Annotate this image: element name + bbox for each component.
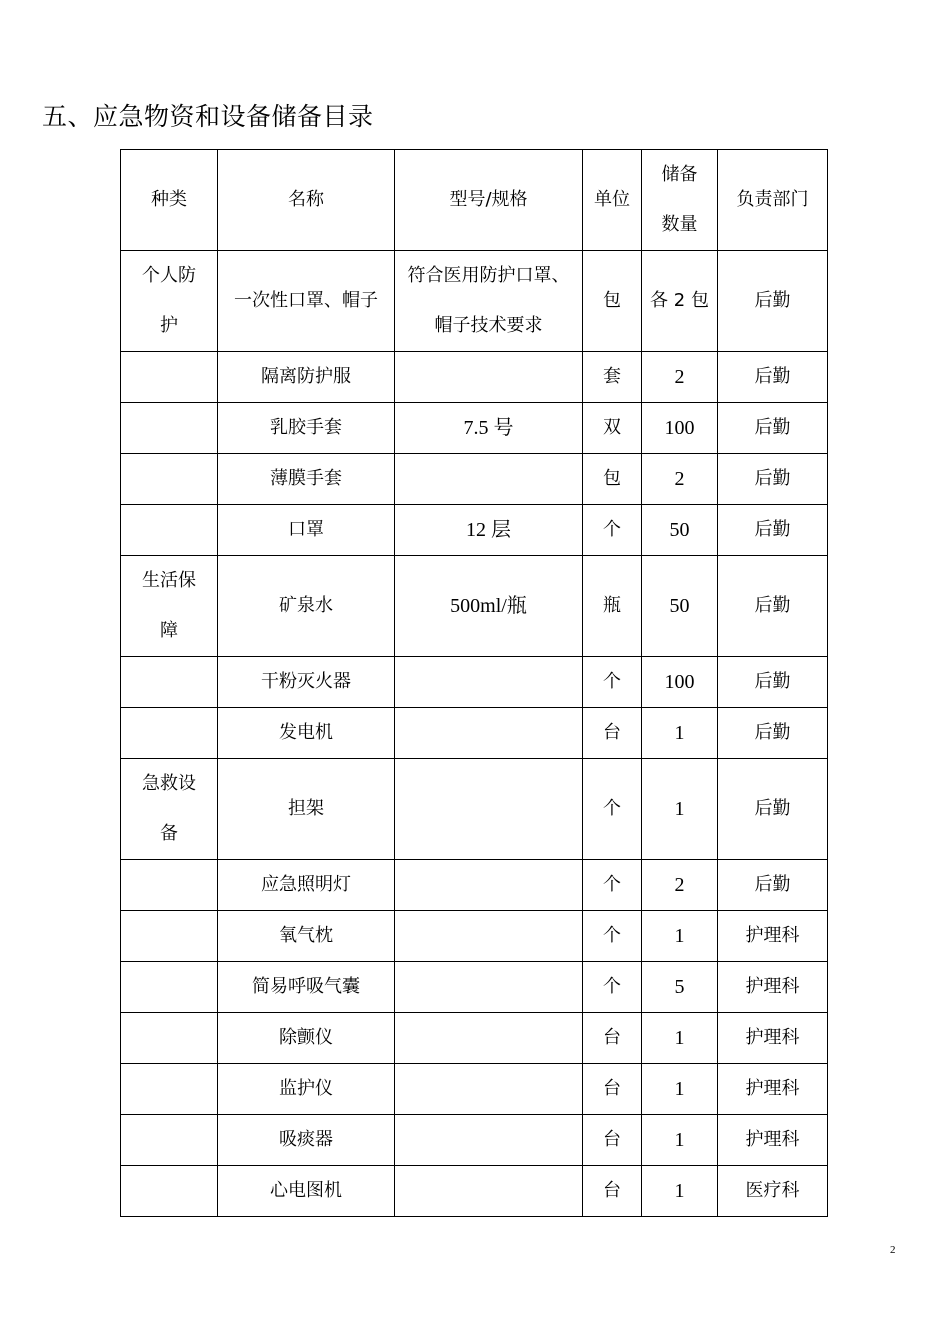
cell-category xyxy=(121,403,218,454)
cell-unit: 包 xyxy=(583,251,642,352)
cell-unit: 台 xyxy=(583,1115,642,1166)
cell-name: 口罩 xyxy=(218,505,395,556)
cell-department: 后勤 xyxy=(718,505,828,556)
cell-category xyxy=(121,911,218,962)
cell-unit: 个 xyxy=(583,860,642,911)
cell-quantity: 100 xyxy=(642,403,718,454)
cell-category xyxy=(121,556,218,657)
cell-name: 应急照明灯 xyxy=(218,860,395,911)
cell-quantity: 1 xyxy=(642,911,718,962)
cell-quantity: 50 xyxy=(642,505,718,556)
reserve-table xyxy=(120,149,828,1217)
cell-category xyxy=(121,1013,218,1064)
cell-department: 护理科 xyxy=(718,1115,828,1166)
table-header-row xyxy=(121,150,828,251)
cell-unit: 套 xyxy=(583,352,642,403)
header-quantity-line2: 数量 xyxy=(661,214,698,235)
cell-spec: 7.5 号 xyxy=(395,403,583,454)
table-row xyxy=(121,962,828,1013)
category-line2: 备 xyxy=(160,823,178,844)
header-department: 负责部门 xyxy=(718,150,828,251)
cell-spec xyxy=(395,1166,583,1217)
cell-name: 氧气枕 xyxy=(218,911,395,962)
cell-name: 简易呼吸气囊 xyxy=(218,962,395,1013)
cell-unit: 台 xyxy=(583,1064,642,1115)
cell-name: 干粉灭火器 xyxy=(218,657,395,708)
cell-department: 后勤 xyxy=(718,403,828,454)
cell-quantity: 2 xyxy=(642,860,718,911)
cell-spec: 12 层 xyxy=(395,505,583,556)
cell-category xyxy=(121,454,218,505)
cell-category xyxy=(121,251,218,352)
table-row xyxy=(121,454,828,505)
cell-quantity: 1 xyxy=(642,1064,718,1115)
cell-unit: 台 xyxy=(583,708,642,759)
table-row xyxy=(121,505,828,556)
cell-spec xyxy=(395,860,583,911)
table-row xyxy=(121,1013,828,1064)
cell-name: 隔离防护服 xyxy=(218,352,395,403)
spec-line2: 帽子技术要求 xyxy=(434,315,543,336)
table-row xyxy=(121,1166,828,1217)
cell-department: 护理科 xyxy=(718,962,828,1013)
cell-unit: 个 xyxy=(583,911,642,962)
table-row xyxy=(121,708,828,759)
cell-department: 后勤 xyxy=(718,860,828,911)
cell-unit: 个 xyxy=(583,657,642,708)
cell-spec xyxy=(395,657,583,708)
cell-department: 后勤 xyxy=(718,657,828,708)
cell-unit: 双 xyxy=(583,403,642,454)
cell-unit: 包 xyxy=(583,454,642,505)
cell-name: 发电机 xyxy=(218,708,395,759)
cell-unit: 个 xyxy=(583,759,642,860)
cell-category xyxy=(121,860,218,911)
table-row xyxy=(121,403,828,454)
cell-quantity: 各 2 包 xyxy=(642,251,718,352)
cell-category xyxy=(121,759,218,860)
table-row xyxy=(121,1115,828,1166)
cell-name: 担架 xyxy=(218,759,395,860)
cell-spec xyxy=(395,454,583,505)
category-line2: 障 xyxy=(160,620,178,641)
cell-unit: 个 xyxy=(583,962,642,1013)
cell-quantity: 5 xyxy=(642,962,718,1013)
cell-unit: 台 xyxy=(583,1013,642,1064)
cell-department: 后勤 xyxy=(718,708,828,759)
cell-spec: 500ml/瓶 xyxy=(395,556,583,657)
header-quantity xyxy=(642,150,718,251)
cell-category xyxy=(121,1064,218,1115)
cell-name: 一次性口罩、帽子 xyxy=(218,251,395,352)
cell-name: 矿泉水 xyxy=(218,556,395,657)
cell-quantity: 100 xyxy=(642,657,718,708)
header-name: 名称 xyxy=(218,150,395,251)
cell-category xyxy=(121,708,218,759)
cell-category xyxy=(121,657,218,708)
table-row xyxy=(121,251,828,352)
cell-name: 乳胶手套 xyxy=(218,403,395,454)
cell-department: 后勤 xyxy=(718,454,828,505)
cell-name: 薄膜手套 xyxy=(218,454,395,505)
cell-unit: 瓶 xyxy=(583,556,642,657)
table-row xyxy=(121,759,828,860)
cell-department: 后勤 xyxy=(718,556,828,657)
cell-name: 监护仪 xyxy=(218,1064,395,1115)
cell-department: 后勤 xyxy=(718,759,828,860)
cell-spec xyxy=(395,352,583,403)
page-title: 五、应急物资和设备储备目录 xyxy=(42,102,374,131)
category-line2: 护 xyxy=(160,315,178,336)
cell-name: 吸痰器 xyxy=(218,1115,395,1166)
cell-department: 医疗科 xyxy=(718,1166,828,1217)
table-row xyxy=(121,657,828,708)
cell-category xyxy=(121,352,218,403)
category-line1: 生活保 xyxy=(142,570,196,591)
cell-unit: 个 xyxy=(583,505,642,556)
table-row xyxy=(121,352,828,403)
cell-quantity: 1 xyxy=(642,1013,718,1064)
cell-spec xyxy=(395,911,583,962)
cell-category xyxy=(121,1166,218,1217)
cell-quantity: 2 xyxy=(642,454,718,505)
table-row xyxy=(121,860,828,911)
table-row xyxy=(121,1064,828,1115)
cell-spec xyxy=(395,962,583,1013)
cell-department: 护理科 xyxy=(718,911,828,962)
table-row xyxy=(121,556,828,657)
header-spec: 型号/规格 xyxy=(395,150,583,251)
cell-category xyxy=(121,1115,218,1166)
cell-name: 心电图机 xyxy=(218,1166,395,1217)
cell-category xyxy=(121,962,218,1013)
cell-quantity: 1 xyxy=(642,759,718,860)
cell-category xyxy=(121,505,218,556)
cell-spec xyxy=(395,1115,583,1166)
cell-spec xyxy=(395,1064,583,1115)
cell-quantity: 50 xyxy=(642,556,718,657)
cell-department: 后勤 xyxy=(718,251,828,352)
cell-quantity: 1 xyxy=(642,708,718,759)
cell-spec xyxy=(395,708,583,759)
spec-line1: 符合医用防护口罩、 xyxy=(407,265,570,286)
cell-quantity: 1 xyxy=(642,1115,718,1166)
cell-spec xyxy=(395,759,583,860)
cell-department: 后勤 xyxy=(718,352,828,403)
category-line1: 急救设 xyxy=(142,773,196,794)
table-row xyxy=(121,911,828,962)
page-number: 2 xyxy=(890,1244,896,1256)
cell-spec xyxy=(395,1013,583,1064)
cell-unit: 台 xyxy=(583,1166,642,1217)
cell-quantity: 2 xyxy=(642,352,718,403)
cell-department: 护理科 xyxy=(718,1013,828,1064)
header-unit: 单位 xyxy=(583,150,642,251)
cell-quantity: 1 xyxy=(642,1166,718,1217)
category-line1: 个人防 xyxy=(142,265,196,286)
cell-department: 护理科 xyxy=(718,1064,828,1115)
cell-spec xyxy=(395,251,583,352)
header-quantity-line1: 储备 xyxy=(661,164,698,185)
cell-name: 除颤仪 xyxy=(218,1013,395,1064)
header-category: 种类 xyxy=(121,150,218,251)
